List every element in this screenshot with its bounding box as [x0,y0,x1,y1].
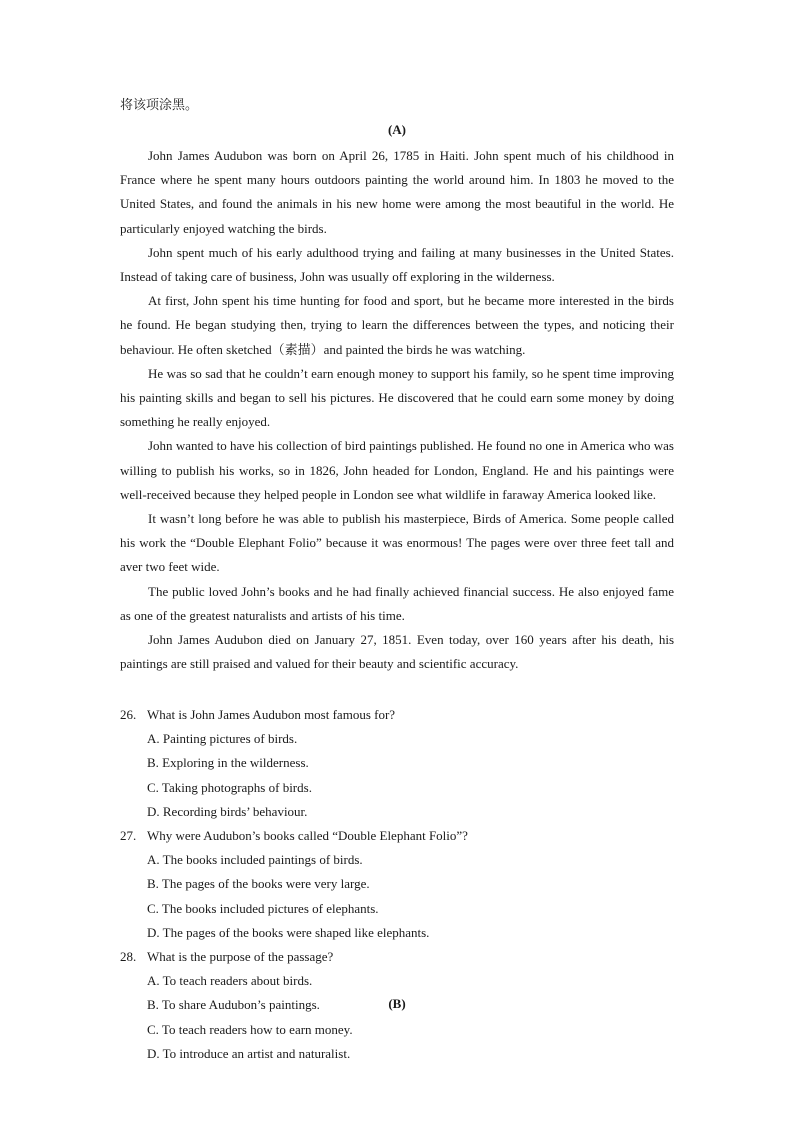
question-stem [120,945,674,969]
question-number: 28. [120,949,137,965]
question-number: 27. [120,828,137,844]
option-a: A. The books included paintings of birds. [147,852,363,868]
question-26 [120,703,674,824]
question-27 [120,824,674,945]
option-d: D. The pages of the books were shaped like elephants. [147,924,430,940]
option-b: B. The pages of the books were very large. [147,876,370,892]
question-text: Why were Audubon’s books called “Double Elephant Folio”? [147,828,468,844]
option-b: B. To share Audubon’s paintings. [147,997,320,1013]
question-stem [120,824,674,848]
option-d: D. Recording birds’ behaviour. [147,803,308,819]
option-c: C. To teach readers how to earn money. [147,1021,353,1037]
paragraph: John spent much of his early adulthood trying and failing at many businesses in the United States. Instead of taking care of business, John was usually off exploring in the wilderness. [120,244,674,285]
section-a-heading: (A) [387,122,407,137]
paragraph: He was so sad that he couldn’t earn enough money to support his family, so he spent time improving his painting skills and began to sell his pictures. He discovered that he could earn some money by doing something he really enjoyed. [120,365,674,430]
section-b-heading: (B) [388,996,406,1011]
option-a: A. To teach readers about birds. [147,973,313,989]
paragraph: At first, John spent his time hunting for food and sport, but he became more interested in the birds he found. He began studying then, trying to learn the differences between the types, and noticing their behaviour. He often sketched（素描）and painted the birds he was watching. [120,293,674,357]
paragraph: The public loved John’s books and he had finally achieved financial success. He also enjoyed fame as one of the greatest naturalists and artists of his time. [120,583,674,623]
instruction-tail: 将该项涂黑。 [120,97,199,112]
question-text: What is the purpose of the passage? [147,949,334,965]
paragraph: It wasn’t long before he was able to publish his masterpiece, Birds of America. Some people called his work the “Double Elephant Folio” because it was enormous! The pages were over three feet tall and aver two feet wide. [120,511,674,575]
option-c: C. The books included pictures of elephants. [147,900,379,916]
question-number: 26. [120,707,137,722]
question-stem [120,703,674,727]
option-list [120,969,674,1066]
question-text: What is John James Audubon most famous for? [147,707,396,722]
option-list [120,727,674,824]
paragraph: John James Audubon was born on April 26, 1785 in Haiti. John spent much of his childhood in France where he spent many hours outdoors painting the world around him. In 1803 he moved to the United States, and found the animals in his new home were among the most beautiful in the world. He particularly enjoyed watching the birds. [120,148,674,236]
option-c: C. Taking photographs of birds. [147,779,312,795]
option-list [120,848,674,945]
option-a: A. Painting pictures of birds. [147,731,298,747]
paragraph: John wanted to have his collection of bird paintings published. He found no one in America who was willing to publish his works, so in 1826, John headed for London, England. He and his paintings were well-received because they helped people in London see what wildlife in faraway America looked like. [120,438,674,502]
paragraph: John James Audubon died on January 27, 1851. Even today, over 160 years after his death, his paintings are still praised and valued for their beauty and scientific accuracy. [120,632,674,672]
passage-a [120,144,674,676]
option-b: B. Exploring in the wilderness. [147,755,309,771]
option-d: D. To introduce an artist and naturalist. [147,1045,351,1061]
